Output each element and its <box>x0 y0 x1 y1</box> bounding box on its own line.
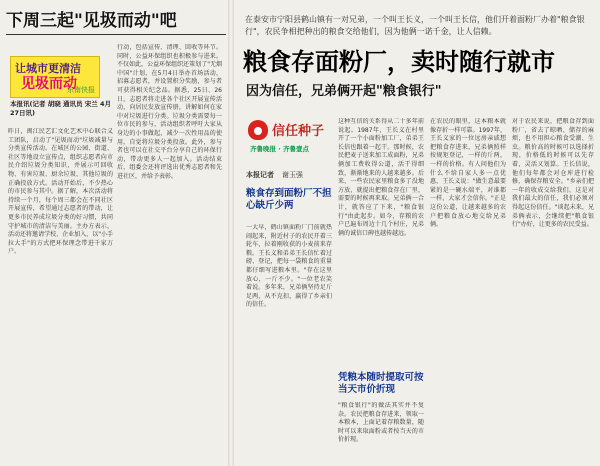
article-title: 粮食存面粉厂，卖时随行就市 <box>243 48 555 76</box>
logo-line3: 东南快报 <box>67 86 95 94</box>
section-heading-1: 粮食存到面粉厂不担心缺斤少两 <box>246 188 332 211</box>
series-seal <box>246 118 332 164</box>
article-column-1: 一大早，鹤山镇面粉厂门前就热闹起来，附近村子的农民开着三轮车，拉着刚收获的小麦前来存粮。王长义和弟弟王长信忙着过磅、登记，把每一袋粮食的重量都仔细写进粮本里。"存在这里放心，一斤不少。"一位老农笑着说。多年来，兄弟俩坚持足斤足两，从不克扣，赢得了乡亲们的信任。 <box>246 224 332 309</box>
article-column-2: 这种互信的关系得从二十多年前说起。1987年，王长义在村里开了一个小面粉加工厂，弟弟王长信也跟着一起干。那时候，农民把麦子送来加工成面粉，兄弟俩加工费收得公道，活干得细致，渐渐地来的人越来越多。后来，一些农民家里粮食多了没地方放，就提出把粮食存在厂里，需要的时候再来取。兄弟俩一合计，就答应了下来，"粮食银行"由此起步。如今，存粮的农户已遍布周边十几个村庄，兄弟俩的诚信口碑也越传越远。 <box>338 118 424 237</box>
left-byline: 本报讯(记者 胡晓 通讯员 宋兰 4月27日讯) <box>10 100 112 117</box>
article-kicker: 在泰安市宁阳县鹤山镇有一对兄弟，一个叫王长义，一个叫王长信，他们开着面粉厂办着"粮食银行"，农民争相把种出的粮食交给他们，因为他俩一诺千金，让人信赖。 <box>245 15 585 36</box>
page-fold <box>228 0 234 466</box>
left-article-column-2: 行动，包括宣传、清理、回收等环节。同时，公益环保组织也积极参与进来。不仅如此，公益环保组织还策划了"无烟中国"计划，在5月4日举办首场活动，招募志愿者，并设置积分奖励，参与者可获得相关纪念品。据悉，25日、26日，志愿者将走进各个社区开展宣传活动，向居民发放宣传册，讲解如何在家中对垃圾进行分类。垃圾分类需要每一位市民的参与，活动组织者呼吁大家从身边的小事做起，减少一次性用品的使用，自觉将垃圾分类投放。此外，参与者也可以在社交平台分享自己的环保行动，带动更多人一起加入。活动结束后，组委会还将评选出优秀志愿者和先进社区，并给予表彰。 <box>117 44 222 180</box>
reporter-line <box>246 170 303 180</box>
left-article-column-1: 昨日，闽江民艺汇文化艺术中心联合义工团队，启动了"见圾而动"垃圾减量与分类宣传活动。在城区的公园、街道、社区等地设立宣传点，组织志愿者向市民介绍垃圾分类知识，并展示可回收物、有害垃圾、厨余垃圾、其他垃圾的正确投放方式。活动开始后，不少热心的市民参与其中。据了解，本次活动将持续一个月，每个周三都会在不同社区开展宣传，希望通过志愿者的带动，让更多市民养成垃圾分类的好习惯，共同守护城市的清洁与美丽。主办方表示，活动还将邀请学校、企业加入，以"小手拉大手"的方式把环保理念带进千家万户。 <box>8 128 113 256</box>
seal-caption: 齐鲁晚报 · 齐鲁壹点 <box>250 145 309 153</box>
campaign-logo <box>10 56 100 98</box>
article-column-4: 对于农民来说，把粮食存到面粉厂，省去了晾晒、储存的麻烦，也不用担心粮食受潮、生虫。粮价高的时候可以选择折现，价格低的时候可以先存着，灵活又划算。王长信说，他们每年都会对仓库进行检修，确保存粮安全。"乡亲们把一年的收成交给我们，这是对我们最大的信任，我们必须对得起这份信任。"谈起未来，兄弟俩表示，会继续把"粮食银行"办好，让更多的农民受益。 <box>512 118 594 229</box>
left-headline: 下周三起"见圾而动"吧 <box>6 6 226 35</box>
article-column-2b: "粮食银行"的做法其实并不复杂。农民把粮食存进来，领取一本粮本，上面记着存粮数量，随时可以来取面粉或者按当天的市价折现。 <box>338 402 424 444</box>
reporter-name: 谢玉强 <box>282 171 303 179</box>
logo-line1: 让城市更清洁 <box>15 62 81 75</box>
article-column-3: 在农民的眼里，这本粮本就像存折一样可靠。1997年，王长义家的一位远房亲戚想把粮食存进来，兄弟俩照样按规矩登记，一样的斤两，一样的价格。有人问他们为什么不给自家人多一点优惠，王长义说："做生意最要紧的是一碗水端平，对谁都一样，大家才会信你。"正是这份公道，让越来越多的农户把粮食放心地交给兄弟俩。 <box>430 118 506 229</box>
section-heading-2: 凭粮本随时提取可按当天市价折现 <box>338 372 424 395</box>
logo-line2: 见圾而动 <box>21 76 77 92</box>
reporter-label: 本报记者 <box>246 171 274 179</box>
article-subtitle: 因为信任，兄弟俩开起"粮食银行" <box>246 84 442 99</box>
heart-icon <box>248 120 268 140</box>
seal-title: 信任种子 <box>272 124 325 139</box>
